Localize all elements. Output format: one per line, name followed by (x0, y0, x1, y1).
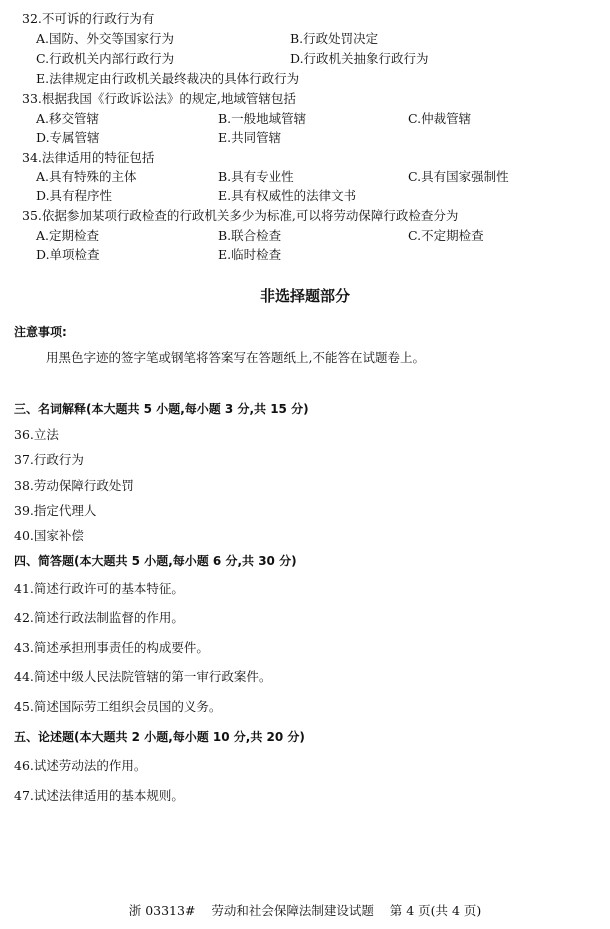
page-footer: 浙 03313# 劳动和社会保障法制建设试题 第 4 页(共 4 页) (128, 903, 482, 918)
q33-stem: 33.根据我国《行政诉讼法》的规定,地域管辖包括 (22, 91, 296, 106)
q34-option-c: C.具有国家强制性 (408, 169, 509, 184)
list-item: 40.国家补偿 (14, 528, 84, 543)
notice-label: 注意事项: (14, 325, 67, 339)
q32-stem: 32.不可诉的行政行为有 (22, 11, 155, 26)
q33-option-a: A.移交管辖 (36, 111, 100, 126)
q35-option-d: D.单项检查 (36, 247, 100, 262)
q35-option-b: B.联合检查 (218, 228, 282, 243)
list-item: 45.简述国际劳工组织会员国的义务。 (14, 699, 222, 714)
q33-option-d: D.专属管辖 (36, 130, 100, 145)
part3-title: 三、名词解释(本大题共 5 小题,每小题 3 分,共 15 分) (14, 402, 309, 416)
q34-option-a: A.具有特殊的主体 (36, 169, 137, 184)
q34-option-e: E.具有权威性的法律文书 (218, 188, 357, 203)
q33-option-b: B.一般地域管辖 (218, 111, 307, 126)
part5-title: 五、论述题(本大题共 2 小题,每小题 10 分,共 20 分) (14, 730, 305, 744)
q32-option-e: E.法律规定由行政机关最终裁决的具体行政行为 (36, 71, 300, 86)
q35-stem: 35.依据参加某项行政检查的行政机关多少为标准,可以将劳动保障行政检查分为 (22, 208, 459, 223)
q34-option-b: B.具有专业性 (218, 169, 294, 184)
list-item: 42.简述行政法制监督的作用。 (14, 610, 184, 625)
list-item: 36.立法 (14, 427, 59, 442)
list-item: 47.试述法律适用的基本规则。 (14, 788, 184, 803)
q35-option-e: E.临时检查 (218, 247, 282, 262)
q34-option-d: D.具有程序性 (36, 188, 113, 203)
list-item: 44.简述中级人民法院管辖的第一审行政案件。 (14, 669, 272, 684)
notice-text: 用黑色字迹的签字笔或钢笔将答案写在答题纸上,不能答在试题卷上。 (46, 350, 425, 365)
q32-option-a: A.国防、外交等国家行为 (36, 31, 175, 46)
list-item: 39.指定代理人 (14, 503, 97, 518)
list-item: 43.简述承担刑事责任的构成要件。 (14, 640, 209, 655)
q33-option-e: E.共同管辖 (218, 130, 282, 145)
q33-option-c: C.仲裁管辖 (408, 111, 472, 126)
list-item: 46.试述劳动法的作用。 (14, 758, 147, 773)
q35-option-c: C.不定期检查 (408, 228, 484, 243)
q34-stem: 34.法律适用的特征包括 (22, 150, 155, 165)
q32-option-d: D.行政机关抽象行政行为 (290, 51, 429, 66)
q35-option-a: A.定期检查 (36, 228, 100, 243)
list-item: 38.劳动保障行政处罚 (14, 478, 134, 493)
list-item: 37.行政行为 (14, 452, 84, 467)
list-item: 41.简述行政许可的基本特征。 (14, 581, 184, 596)
part4-title: 四、简答题(本大题共 5 小题,每小题 6 分,共 30 分) (14, 554, 297, 568)
q32-option-b: B.行政处罚决定 (290, 31, 379, 46)
q32-option-c: C.行政机关内部行政行为 (36, 51, 175, 66)
section-title: 非选择题部分 (259, 287, 350, 305)
